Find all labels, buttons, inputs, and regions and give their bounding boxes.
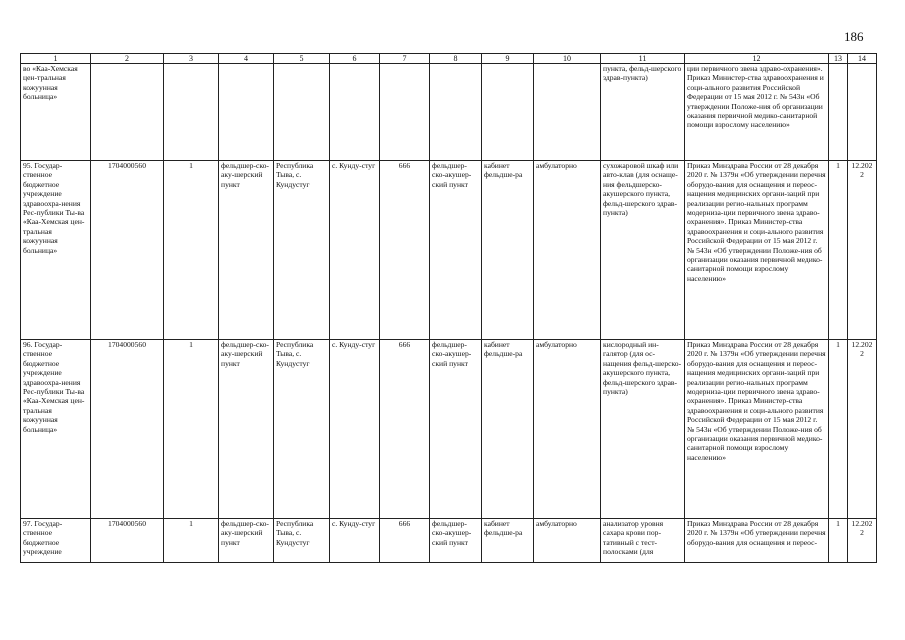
column-number: 13 (829, 54, 848, 64)
column-number: 7 (380, 54, 430, 64)
inn-cell: 1704000560 (91, 161, 164, 340)
department-cell (430, 64, 482, 161)
unit-type-cell: фельдшер-ско-аку-шерский пункт (219, 519, 274, 563)
count-cell (164, 64, 219, 161)
department-cell: фельдшер-ско-акушер-ский пункт (430, 340, 482, 519)
date-cell: 12.2022 (848, 340, 877, 519)
equipment-cell: анализатор уровня сахара крови пор-тативный с тест-полосками (для (601, 519, 685, 563)
inn-cell: 1704000560 (91, 519, 164, 563)
department-cell: фельдшер-ско-акушер-ский пункт (430, 161, 482, 340)
locality-cell: с. Кунду-стуг (330, 161, 380, 340)
count-cell: 1 (164, 519, 219, 563)
quantity-cell: 1 (829, 161, 848, 340)
column-number: 1 (21, 54, 91, 64)
care-mode-cell: амбулаторно (534, 340, 601, 519)
date-cell: 12.2022 (848, 161, 877, 340)
population-cell: 666 (380, 340, 430, 519)
quantity-cell: 1 (829, 340, 848, 519)
column-number: 8 (430, 54, 482, 64)
locality-cell: с. Кунду-стуг (330, 340, 380, 519)
column-number: 14 (848, 54, 877, 64)
department-cell: фельдшер-ско-акушер-ский пункт (430, 519, 482, 563)
room-cell: кабинет фельдше-ра (482, 519, 534, 563)
header-row (21, 54, 877, 64)
regulation-cell: Приказ Минздрава России от 28 декабря 2020 г. № 1379н «Об утверждении перечня оборудо-вания для оснащения и переос-нащения медицинских органи-заций при реализации регио-нальных программ модерниза-ции первичного звена здраво-охранения». Приказ Министер-ства здравоохранения и соци-ального развития Российской Федерации от 15 мая 2012 г. № 543н «Об утверждении Положе-ния об организации оказания первичной медико-санитарной помощи взрослому населению» (685, 161, 829, 340)
column-number: 11 (601, 54, 685, 64)
organization-cell: 96. Государ-ственное бюджетное учреждение здравоохра-нения Рес-публики Ты-ва «Каа-Хемская цен-тральная кожуунная больница» (21, 340, 91, 519)
column-number: 3 (164, 54, 219, 64)
room-cell: кабинет фельдше-ра (482, 161, 534, 340)
organization-cell: во «Каа-Хемская цен-тральная кожуунная больница» (21, 64, 91, 161)
column-number: 6 (330, 54, 380, 64)
locality-cell: с. Кунду-стуг (330, 519, 380, 563)
column-number: 2 (91, 54, 164, 64)
address-cell: Республика Тыва, с. Кундустуг (274, 340, 330, 519)
organization-cell: 97. Государ-ственное бюджетное учреждение (21, 519, 91, 563)
population-cell: 666 (380, 519, 430, 563)
unit-type-cell: фельдшер-ско-аку-шерский пункт (219, 161, 274, 340)
quantity-cell: 1 (829, 519, 848, 563)
equipment-table (20, 53, 877, 563)
column-number: 12 (685, 54, 829, 64)
regulation-cell: ции первичного звена здраво-охранения». Приказ Министер-ства здравоохранения и соци-ального развития Российской Федерации от 15 мая 2012 г. № 543н «Об утверждении Положе-ния об организации оказания первичной медико-санитарной помощи взрослому населению» (685, 64, 829, 161)
room-cell: кабинет фельдше-ра (482, 340, 534, 519)
table-row (21, 64, 877, 161)
regulation-cell: Приказ Минздрава России от 28 декабря 2020 г. № 1379н «Об утверждении перечня оборудо-вания для оснащения и переос-нащения медицинских органи-заций при реализации регио-нальных программ модерниза-ции первичного звена здраво-охранения». Приказ Министер-ства здравоохранения и соци-ального развития Российской Федерации от 15 мая 2012 г. № 543н «Об утверждении Положе-ния об организации оказания первичной медико-санитарной помощи взрослому населению» (685, 340, 829, 519)
inn-cell: 1704000560 (91, 340, 164, 519)
address-cell (274, 64, 330, 161)
table-row (21, 519, 877, 563)
organization-cell: 95. Государ-ственное бюджетное учреждение здравоохра-нения Рес-публики Ты-ва «Каа-Хемская цен-тральная кожуунная больница» (21, 161, 91, 340)
unit-type-cell: фельдшер-ско-аку-шерский пункт (219, 340, 274, 519)
column-number: 5 (274, 54, 330, 64)
equipment-cell: пункта, фельд-шерского здрав-пункта) (601, 64, 685, 161)
care-mode-cell: амбулаторно (534, 519, 601, 563)
address-cell: Республика Тыва, с. Кундустуг (274, 161, 330, 340)
population-cell: 666 (380, 161, 430, 340)
locality-cell (330, 64, 380, 161)
count-cell: 1 (164, 340, 219, 519)
equipment-cell: кислородный ин-галятор (для ос-нащения фельд-шерско-акушерского пункта, фельд-шерского здрав-пункта) (601, 340, 685, 519)
column-number: 10 (534, 54, 601, 64)
care-mode-cell: амбулаторно (534, 161, 601, 340)
address-cell: Республика Тыва, с. Кундустуг (274, 519, 330, 563)
room-cell (482, 64, 534, 161)
care-mode-cell (534, 64, 601, 161)
quantity-cell (829, 64, 848, 161)
population-cell (380, 64, 430, 161)
table-row (21, 161, 877, 340)
table-row (21, 340, 877, 519)
page-number: 186 (844, 29, 864, 44)
column-number: 4 (219, 54, 274, 64)
date-cell (848, 64, 877, 161)
count-cell: 1 (164, 161, 219, 340)
inn-cell (91, 64, 164, 161)
column-number: 9 (482, 54, 534, 64)
regulation-cell: Приказ Минздрава России от 28 декабря 2020 г. № 1379н «Об утверждении перечня оборудо-вания для оснащения и переос- (685, 519, 829, 563)
unit-type-cell (219, 64, 274, 161)
equipment-cell: сухожаровой шкаф или авто-клав (для оснаще-ния фельдшерско-акушерского пункта, фельд-шерского здрав-пункта) (601, 161, 685, 340)
date-cell: 12.2022 (848, 519, 877, 563)
